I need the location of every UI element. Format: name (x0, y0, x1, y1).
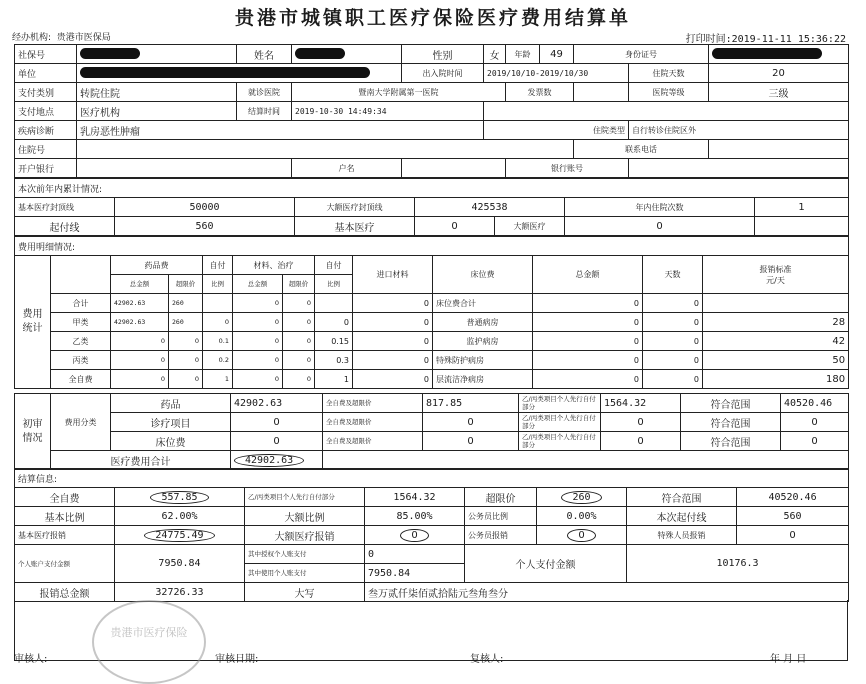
drug-label: 药品费 (111, 256, 203, 275)
review-item-name: 药品 (111, 394, 231, 413)
name-value (292, 45, 402, 64)
diagnosis-value: 乳房恶性肿瘤 (77, 121, 484, 140)
settle-time-label: 结算时间 (237, 102, 292, 121)
selfpay-value: 557.85 (115, 488, 245, 507)
pay-type-value: 转院住院 (77, 83, 237, 102)
deductible-value: 560 (115, 217, 295, 236)
import-label: 进口材料 (353, 256, 433, 294)
reimb-total-label: 报销总金额 (15, 583, 115, 602)
name-label: 姓名 (237, 45, 292, 64)
material-label: 材料、治疗 (233, 256, 315, 275)
inout-value: 2019/10/10-2019/10/30 (484, 64, 629, 83)
account-no-label: 银行账号 (506, 159, 629, 178)
social-no-value (77, 45, 237, 64)
review-table: 初审情况 费用分类 药品 42902.63 全自费及超限价 817.85 乙/丙类项目个人先行自付部分 1564.32 符合范围 40520.46 诊疗项目 0 全自费及超限价 0 乙/丙类项目个人先行自付部分 0 符合范围 0 床位费 0 全自费及超限价 0 乙/丙类项目个人先行自付部分 0 符合范围 0 医疗费用合计 42902.63 (14, 393, 849, 470)
phone-label: 联系电话 (574, 140, 709, 159)
social-no-label: 社保号 (15, 45, 77, 64)
print-time: 打印时间:2019-11-11 15:36:22 (685, 34, 846, 45)
sub-total2: 总金额 (233, 275, 283, 294)
id-value (709, 45, 849, 64)
inpatient-type-label: 住院类型 (484, 121, 629, 140)
sub-ratio2: 比例 (315, 275, 353, 294)
prior-year-table (14, 178, 849, 236)
bank-label: 开户银行 (15, 159, 77, 178)
account-name-label: 户名 (292, 159, 402, 178)
detail-side-label: 费用统计 (15, 256, 51, 389)
std-label: 报销标准 元/天 (703, 256, 849, 294)
patient-info-table (14, 44, 849, 178)
reimb-total-upper: 叁万贰仟柒佰贰拾陆元叁角叁分 (365, 583, 849, 602)
sub-ratio: 比例 (203, 275, 233, 294)
review-total-label: 医疗费用合计 (51, 451, 231, 470)
level-value: 三级 (709, 83, 849, 102)
inout-label: 出入院时间 (402, 64, 484, 83)
detail-row: 合计 42902.63 260 0 0 0 床位费合计 0 0 (15, 294, 849, 313)
detail-row: 甲类 42902.63 260 0 0 0 0 0 普通病房 0 0 28 (15, 313, 849, 332)
detail-row: 乙类 0 0 0.1 0 0 0.15 0 监护病房 0 0 42 (15, 332, 849, 351)
place-label: 支付地点 (15, 102, 77, 121)
visits-label: 年内住院次数 (565, 198, 755, 217)
place-value: 医疗机构 (77, 102, 237, 121)
deductible-label: 起付线 (15, 217, 115, 236)
days-label: 住院天数 (629, 64, 709, 83)
official-stamp: 贵港市医疗保险 (92, 600, 206, 684)
diagnosis-label: 疾病诊断 (15, 121, 77, 140)
settle-section-title: 结算信息: (15, 469, 849, 488)
total-label: 总金额 (533, 256, 643, 294)
visits-value: 1 (755, 198, 849, 217)
blank-cell (484, 102, 849, 121)
detail-row: 丙类 0 0 0.2 0 0 0.3 0 特殊防护病房 0 0 50 (15, 351, 849, 370)
days-value: 20 (709, 64, 849, 83)
check-date-label: 审核日期: (215, 654, 259, 665)
reimb-total-value: 32726.33 (115, 583, 245, 602)
sub-limit2: 超限价 (283, 275, 315, 294)
selfpay-label: 全自费 (15, 488, 115, 507)
detail-row: 全自费 0 0 1 0 0 1 0 层流洁净病房 0 0 180 (15, 370, 849, 389)
prior-section-title: 本次前年内累计情况: (15, 179, 849, 198)
gender-value: 女 (484, 45, 506, 64)
unit-label: 单位 (15, 64, 77, 83)
fee-class-label: 费用分类 (51, 394, 111, 451)
level-label: 医院等级 (629, 83, 709, 102)
account-name-value (402, 159, 506, 178)
gender-label: 性别 (402, 45, 484, 64)
self-label: 自付 (203, 256, 233, 275)
basic-value: 0 (415, 217, 495, 236)
rechecker-label: 复核人: (470, 654, 504, 665)
date-label: 年 月 日 (770, 654, 807, 665)
large-label: 大额医疗 (495, 217, 565, 236)
detail-blank (51, 256, 111, 294)
age-label: 年龄 (506, 45, 540, 64)
sub-limit: 超限价 (169, 275, 203, 294)
phone-value (709, 140, 849, 159)
basic-cap-value: 50000 (115, 198, 295, 217)
bank-value (77, 159, 292, 178)
review-side-label: 初审情况 (15, 394, 51, 470)
large-cap-value: 425538 (415, 198, 565, 217)
large-cap-label: 大额医疗封顶线 (295, 198, 415, 217)
settlement-table: 结算信息: 全自费 557.85 乙/丙类项目个人先行自付部分 1564.32 超限价 260 符合范围 40520.46 基本比例 62.00% 大额比例 85.00% 公务员比例 0.00% 本次起付线 560 基本医疗报销 24775.49 大额医疗报销 0 公务员报销 0 特殊人员报销 0 个人账户支付金额 7950.84 其中授权个人账支付 0 个人支付金额 10176.3 其中使用个人账支付 7950.84 报销总金额 32726.33 大写 叁万贰仟柒佰贰拾陆元叁角叁分 (14, 468, 849, 602)
basic-cap-label: 基本医疗封顶线 (15, 198, 115, 217)
bed-label: 床位费 (433, 256, 533, 294)
review-item-name: 床位费 (111, 432, 231, 451)
age-value: 49 (540, 45, 574, 64)
hospital-value: 暨南大学附属第一医院 (292, 83, 506, 102)
invoice-value (574, 83, 629, 102)
account-no-value (629, 159, 849, 178)
unit-value (77, 64, 402, 83)
inpatient-no-label: 住院号 (15, 140, 77, 159)
detail-section-title: 费用明细情况: (15, 237, 849, 256)
days-label: 天数 (643, 256, 703, 294)
review-item-name: 诊疗项目 (111, 413, 231, 432)
review-total-value: 42902.63 (231, 451, 323, 470)
large-value: 0 (565, 217, 755, 236)
pay-type-label: 支付类别 (15, 83, 77, 102)
agency-line: 经办机构: 贵港市医保局 (12, 33, 111, 43)
inpatient-no-value (77, 140, 574, 159)
review-item-amount: 42902.63 (231, 394, 323, 413)
hospital-label: 就诊医院 (237, 83, 292, 102)
self2-label: 自付 (315, 256, 353, 275)
invoice-label: 发票数 (506, 83, 574, 102)
id-label: 身份证号 (574, 45, 709, 64)
basic-label: 基本医疗 (295, 217, 415, 236)
prior-blank (755, 217, 849, 236)
page-title: 贵港市城镇职工医疗保险医疗费用结算单 (234, 7, 631, 29)
settle-time-value: 2019-10-30 14:49:34 (292, 102, 484, 121)
detail-table (14, 236, 849, 389)
sub-total: 总金额 (111, 275, 169, 294)
checker-label: 审核人: (14, 654, 48, 665)
inpatient-type-value: 自行转诊住院区外 (629, 121, 849, 140)
